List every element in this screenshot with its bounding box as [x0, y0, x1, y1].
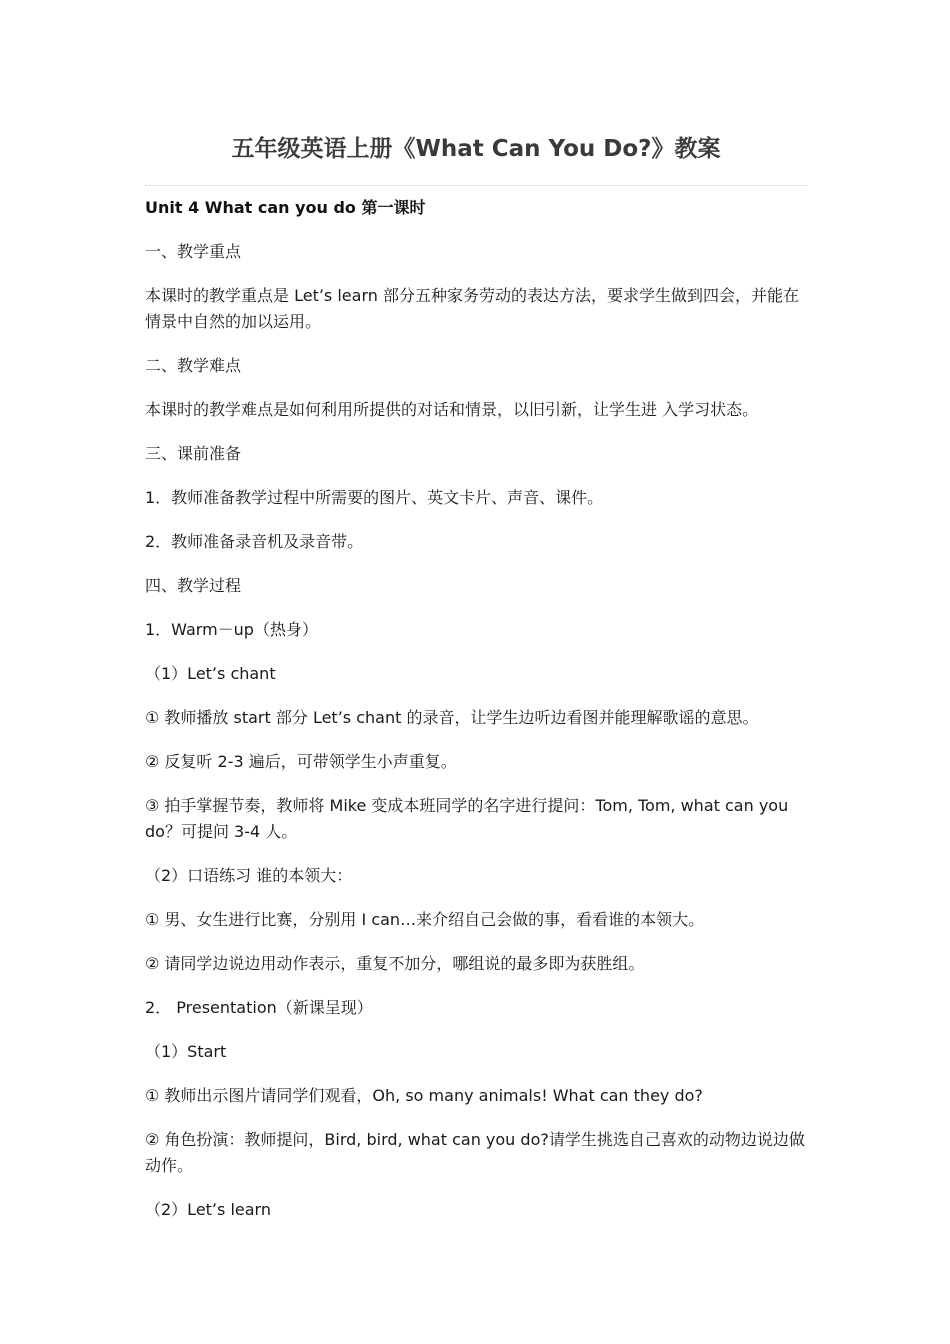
substep-lets-chant: （1）Let’s chant: [145, 664, 276, 683]
list-item-chant-1: ① 教师播放 start 部分 Let’s chant 的录音，让学生边听边看图并能理解歌谣的意思。: [145, 708, 759, 727]
lesson-subtitle: Unit 4 What can you do 第一课时: [145, 198, 426, 217]
step-presentation: 2． Presentation（新课呈现）: [145, 998, 373, 1017]
paragraph-difficulties: 本课时的教学难点是如何利用所提供的对话和情景，以旧引新，让学生进 入学习状态。: [145, 400, 759, 419]
section-heading-difficulties: 二、教学难点: [145, 356, 242, 375]
substep-lets-learn: （2）Let’s learn: [145, 1200, 271, 1219]
section-heading-preparation: 三、课前准备: [145, 444, 242, 463]
list-item-start-2: ② 角色扮演：教师提问，Bird, bird, what can you do?请学生挑选自己喜欢的动物边说边做动作。: [145, 1130, 805, 1175]
substep-oral-practice: （2）口语练习 谁的本领大：: [145, 866, 353, 885]
list-item-start-1: ① 教师出示图片请同学们观看，Oh, so many animals! What can they do?: [145, 1086, 703, 1105]
list-item-oral-2: ② 请同学边说边用动作表示，重复不加分，哪组说的最多即为获胜组。: [145, 954, 645, 973]
title-divider: [145, 185, 807, 186]
list-item-chant-2: ② 反复听 2-3 遍后，可带领学生小声重复。: [145, 752, 457, 771]
document-body: [145, 239, 807, 1223]
paragraph-key-points: 本课时的教学重点是 Let’s learn 部分五种家务劳动的表达方法，要求学生做到四会，并能在情景中自然的加以运用。: [145, 286, 799, 331]
substep-start: （1）Start: [145, 1042, 227, 1061]
document-title: 五年级英语上册《What Can You Do?》教案: [231, 136, 721, 162]
step-warm-up: 1．Warm－up（热身）: [145, 620, 318, 639]
list-item-preparation-1: 1．教师准备教学过程中所需要的图片、英文卡片、声音、课件。: [145, 488, 604, 507]
list-item-chant-3: ③ 拍手掌握节奏，教师将 Mike 变成本班同学的名字进行提问：Tom, Tom, what can you do？可提问 3-4 人。: [145, 796, 789, 841]
list-item-preparation-2: 2．教师准备录音机及录音带。: [145, 532, 364, 551]
list-item-oral-1: ① 男、女生进行比赛，分别用 I can…来介绍自己会做的事，看看谁的本领大。: [145, 910, 705, 929]
document-page: [145, 0, 807, 1241]
section-heading-key-points: 一、教学重点: [145, 242, 242, 261]
section-heading-procedure: 四、教学过程: [145, 576, 242, 595]
